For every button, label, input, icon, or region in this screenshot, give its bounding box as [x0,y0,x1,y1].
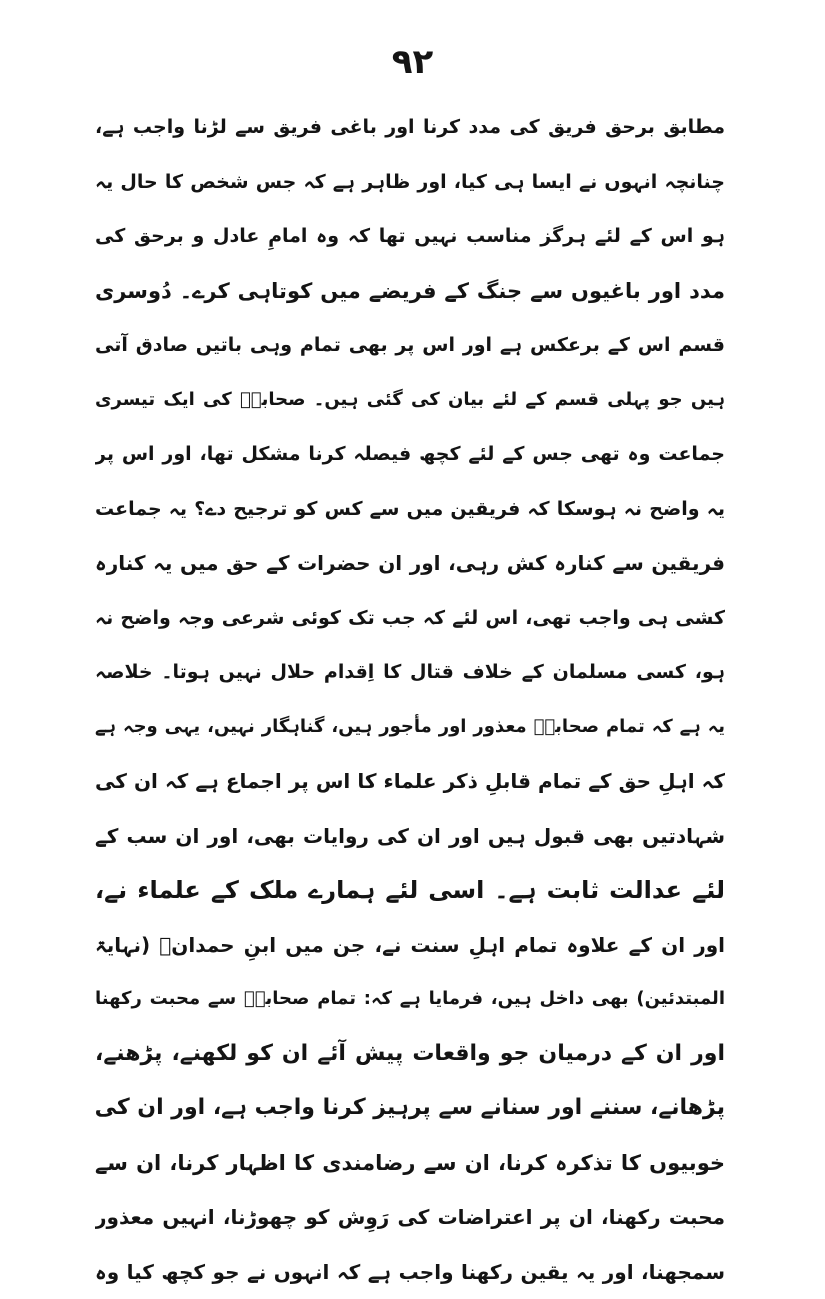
text-line: خوبیوں کا تذکرہ کرنا، ان سے رضامندی کا اظہار کرنا، ان سے [95,1136,725,1191]
text-line: قسم اس کے برعکس ہے اور اس پر بھی تمام وہی باتیں صادق آتی [95,318,725,373]
text-line: سمجھنا، اور یہ یقین رکھنا واجب ہے کہ انہوں نے جو کچھ کیا وہ [95,1245,725,1299]
text-line: پڑھانے، سننے اور سنانے سے پرہیز کرنا واجب ہے، اور ان کی [95,1081,725,1136]
text-line: ہیں جو پہلی قسم کے لئے بیان کی گئی ہیں۔ صحابہؓ کی ایک تیسری [95,373,725,428]
text-line: شہادتیں بھی قبول ہیں اور ان کی روایات بھی، اور ان سب کے [95,809,725,864]
text-line: یہ ہے کہ تمام صحابہؓ معذور اور مأجور ہیں، گناہگار نہیں، یہی وجہ ہے [95,700,725,755]
text-line: المبتدئین) بھی داخل ہیں، فرمایا ہے کہ: تمام صحابہؓ سے محبت رکھنا [95,972,725,1027]
text-line: مدد اور باغیوں سے جنگ کے فریضے میں کوتاہی کرے۔ دُوسری [95,264,725,319]
text-line: یہ واضح نہ ہوسکا کہ فریقین میں سے کس کو ترجیح دے؟ یہ جماعت [95,482,725,537]
text-line: لئے عدالت ثابت ہے۔ اسی لئے ہمارے ملک کے علماء نے، [95,863,725,918]
text-line: مطابق برحق فریق کی مدد کرنا اور باغی فریق سے لڑنا واجب ہے، [95,100,725,155]
text-line: ہو، کسی مسلمان کے خلاف قتال کا اِقدام حلال نہیں ہوتا۔ خلاصہ [95,645,725,700]
text-line: کشی ہی واجب تھی، اس لئے کہ جب تک کوئی شرعی وجہ واضح نہ [95,591,725,646]
body-text [95,100,725,1299]
text-line: اور ان کے درمیان جو واقعات پیش آئے ان کو لکھنے، پڑھنے، [95,1027,725,1082]
text-line: ہو اس کے لئے ہرگز مناسب نہیں تھا کہ وہ امامِ عادل و برحق کی [95,209,725,264]
text-line: محبت رکھنا، ان پر اعتراضات کی رَوِش کو چھوڑنا، انہیں معذور [95,1190,725,1245]
text-line: جماعت وہ تھی جس کے لئے کچھ فیصلہ کرنا مشکل تھا، اور اس پر [95,427,725,482]
page-number: ۹۲ [0,40,825,84]
text-line: چنانچہ انہوں نے ایسا ہی کیا، اور ظاہر ہے کہ جس شخص کا حال یہ [95,155,725,210]
text-line: کہ اہلِ حق کے تمام قابلِ ذکر علماء کا اس پر اجماع ہے کہ ان کی [95,754,725,809]
text-line: فریقین سے کنارہ کش رہی، اور ان حضرات کے حق میں یہ کنارہ [95,536,725,591]
text-line: اور ان کے علاوہ تمام اہلِ سنت نے، جن میں ابنِ حمدانؒ (نہایۃ [95,918,725,973]
